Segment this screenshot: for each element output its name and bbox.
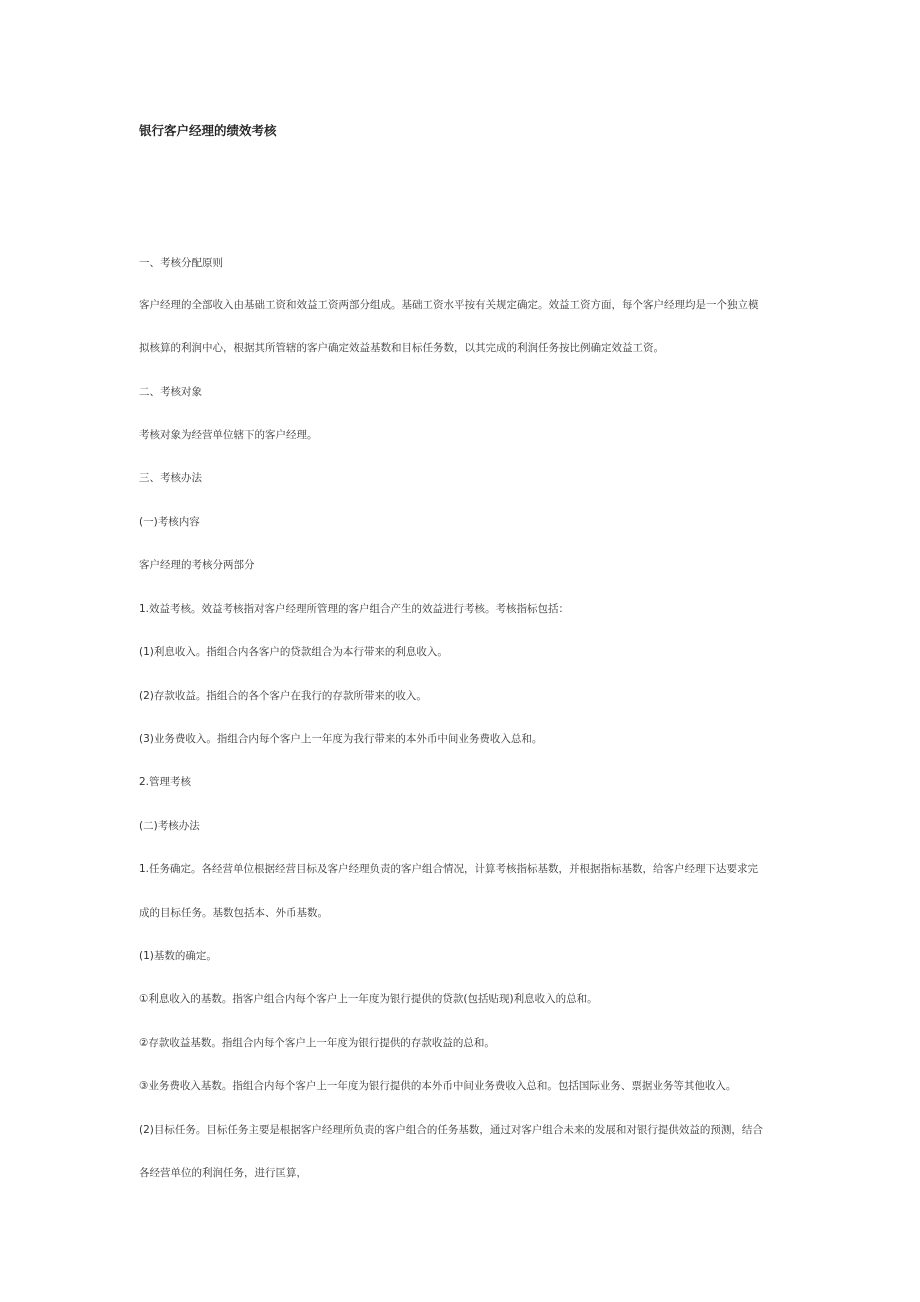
paragraph-line: 考核对象为经营单位辖下的客户经理。 — [139, 429, 318, 441]
list-item: (1)利息收入。指组合内各客户的贷款组合为本行带来的利息收入。 — [139, 646, 448, 658]
section-heading-method: 三、考核办法 — [139, 472, 202, 484]
paragraph-line: 客户经理的考核分两部分 — [139, 559, 255, 571]
list-item: ②存款收益基数。指组合内每个客户上一年度为银行提供的存款收益的总和。 — [139, 1037, 495, 1049]
section-heading-target: 二、考核对象 — [139, 386, 202, 398]
subsection-heading: (二)考核办法 — [139, 820, 200, 832]
list-item: 1.效益考核。效益考核指对客户经理所管理的客户组合产生的效益进行考核。考核指标包括： — [139, 603, 570, 615]
list-item: 2.管理考核 — [139, 776, 192, 788]
list-item: (1)基数的确定。 — [139, 950, 217, 962]
list-item: (2)存款收益。指组合的各个客户在我行的存款所带来的收入。 — [139, 690, 427, 702]
paragraph-line: 成的目标任务。基数包括本、外币基数。 — [139, 907, 328, 919]
subsection-heading: (一)考核内容 — [139, 516, 200, 528]
paragraph-line: 拟核算的利润中心，根据其所管辖的客户确定效益基数和目标任务数，以其完成的利润任务按比例确定效益工资。 — [139, 342, 664, 354]
list-item: (3)业务费收入。指组合内每个客户上一年度为我行带来的本外币中间业务费收入总和。 — [139, 733, 543, 745]
list-item: 1.任务确定。各经营单位根据经营目标及客户经理负责的客户组合情况，计算考核指标基数，并根据指标基数，给客户经理下达要求完 — [139, 863, 759, 875]
document-title: 银行客户经理的绩效考核 — [139, 123, 277, 138]
list-item: ③业务费收入基数。指组合内每个客户上一年度为银行提供的本外币中间业务费收入总和。包括国际业务、票据业务等其他收入。 — [139, 1080, 737, 1092]
list-item: (2)目标任务。目标任务主要是根据客户经理所负责的客户组合的任务基数，通过对客户组合未来的发展和对银行提供效益的预测，结合 — [139, 1124, 763, 1136]
section-heading-principles: 一、考核分配原则 — [139, 257, 223, 269]
paragraph-line: 客户经理的全部收入由基础工资和效益工资两部分组成。基础工资水平按有关规定确定。效益工资方面，每个客户经理均是一个独立模 — [139, 299, 759, 311]
list-item: ①利息收入的基数。指客户组合内每个客户上一年度为银行提供的贷款(包括贴现)利息收入的总和。 — [139, 993, 598, 1005]
paragraph-line: 各经营单位的利润任务，进行匡算， — [139, 1167, 307, 1179]
